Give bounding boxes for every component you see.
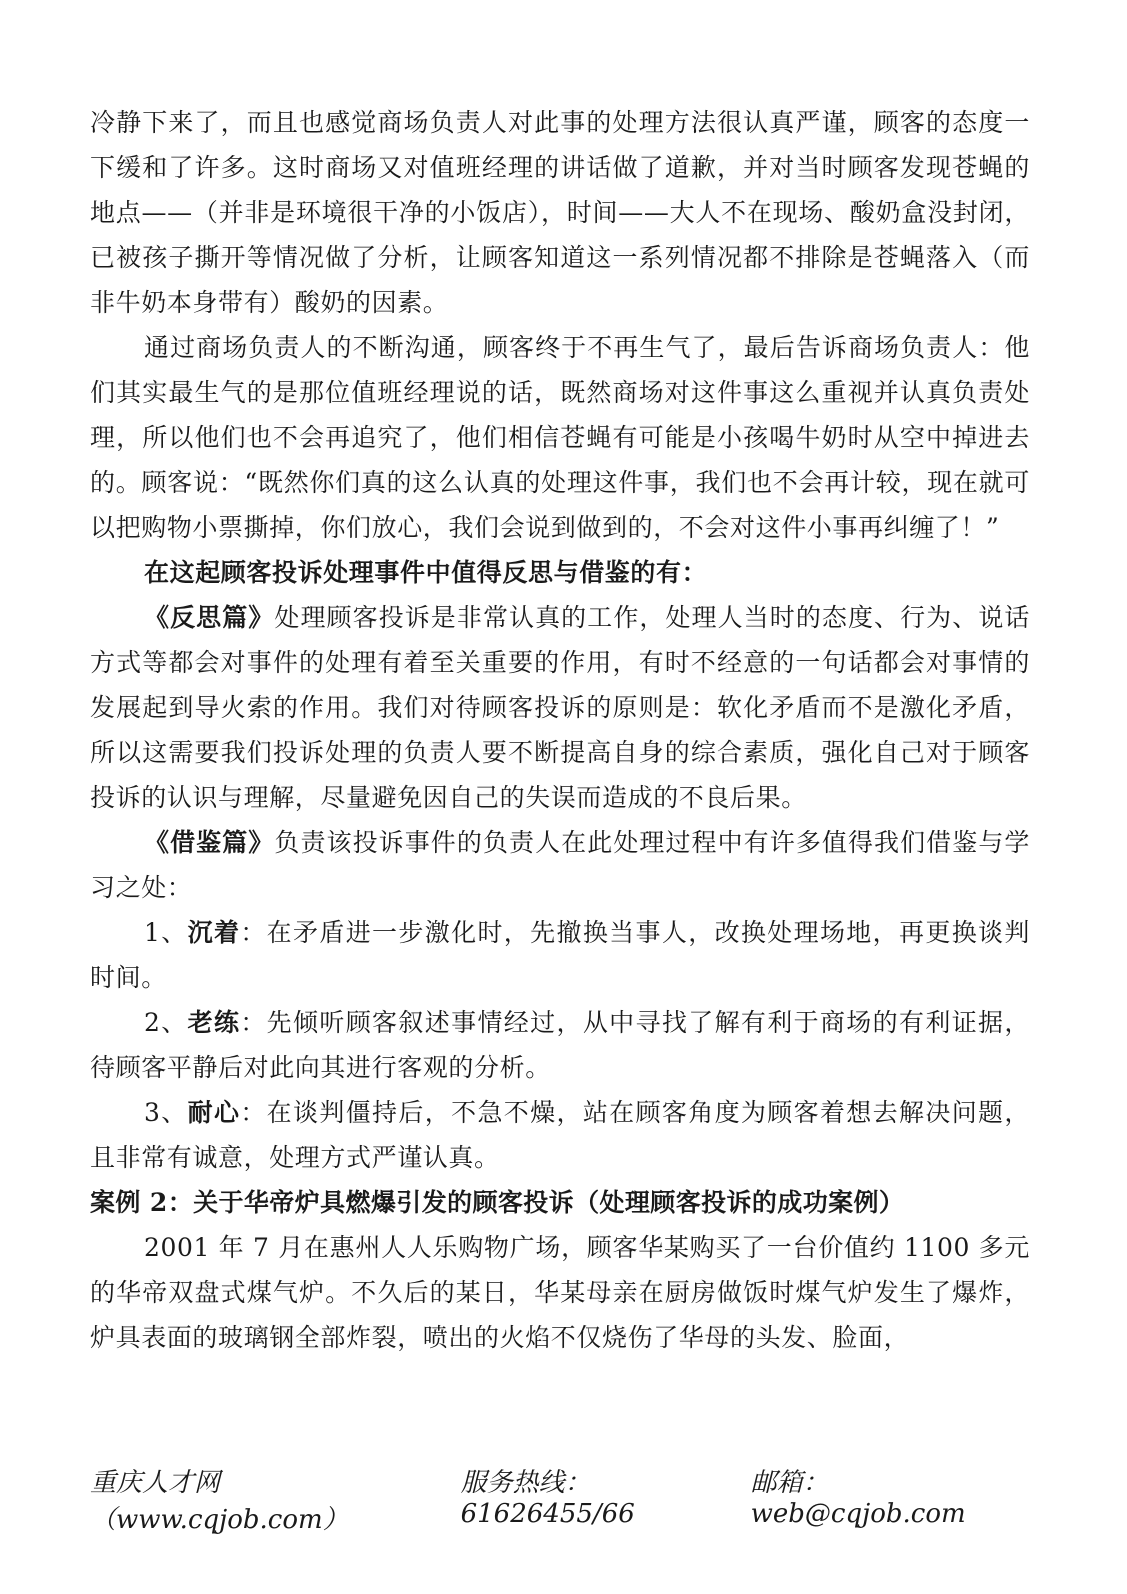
- item-number: 2、: [144, 1008, 188, 1037]
- case-title: 案例 2：关于华帝炉具燃爆引发的顾客投诉（处理顾客投诉的成功案例）: [90, 1188, 905, 1217]
- paragraph-communication: 通过商场负责人的不断沟通，顾客终于不再生气了，最后告诉商场负责人：他们其实最生气的是那位值班经理说的话，既然商场对这件事这么重视并认真负责处理，所以他们也不会再追究了，他们相信苍蝇有可能是小孩喝牛奶时从空中掉进去的。顾客说：“既然你们真的这么认真的处理这件事，我们也不会再计较，现在就可以把购物小票撕掉，你们放心，我们会说到做到的，不会对这件小事再纠缠了！”: [90, 333, 1030, 542]
- footer-site: 重庆人才网（www.cqjob.com）: [90, 1468, 349, 1535]
- list-item: [90, 910, 1030, 1000]
- paragraph-case-story: 2001 年 7 月在惠州人人乐购物广场，顾客华某购买了一台价值约 1100 多元的华帝双盘式煤气炉。不久后的某日，华某母亲在厨房做饭时煤气炉发生了爆炸，炉具表面的玻璃钢全部炸裂，喷出的火焰不仅烧伤了华母的头发、脸面，: [90, 1233, 1030, 1352]
- reflection-text: 处理顾客投诉是非常认真的工作，处理人当时的态度、行为、说话方式等都会对事件的处理有着至关重要的作用，有时不经意的一句话都会对事情的发展起到导火索的作用。我们对待顾客投诉的原则是：软化矛盾而不是激化矛盾，所以这需要我们投诉处理的负责人要不断提高自身的综合素质，强化自己对于顾客投诉的认识与理解，尽量避免因自己的失误而造成的不良后果。: [90, 603, 1030, 812]
- item-text: ：先倾听顾客叙述事情经过，从中寻找了解有利于商场的有利证据，待顾客平静后对此向其进行客观的分析。: [90, 1008, 1030, 1082]
- list-item: [90, 1000, 1030, 1090]
- item-text: ：在矛盾进一步激化时，先撤换当事人，改换处理场地，再更换谈判时间。: [90, 918, 1030, 992]
- paragraph-learning: [90, 820, 1030, 910]
- page-footer: [90, 1462, 1030, 1536]
- item-number: 1、: [144, 918, 188, 947]
- footer-email: 邮箱：web@cqjob.com: [750, 1468, 966, 1529]
- learning-text: 负责该投诉事件的负责人在此处理过程中有许多值得我们借鉴与学习之处：: [90, 828, 1030, 902]
- item-text: ：在谈判僵持后，不急不燥，站在顾客角度为顾客着想去解决问题，且非常有诚意，处理方式严谨认真。: [90, 1098, 1030, 1172]
- item-label: 老练: [187, 1008, 241, 1037]
- document-body: [90, 100, 1030, 1360]
- item-number: 3、: [144, 1098, 188, 1127]
- paragraph-reflection: [90, 595, 1030, 820]
- learning-label: 《借鉴篇》: [144, 828, 275, 857]
- paragraph-continuation: 冷静下来了，而且也感觉商场负责人对此事的处理方法很认真严谨，顾客的态度一下缓和了许多。这时商场又对值班经理的讲话做了道歉，并对当时顾客发现苍蝇的地点——（并非是环境很干净的小饭店），时间——大人不在现场、酸奶盒没封闭，已被孩子撕开等情况做了分析，让顾客知道这一系列情况都不排除是苍蝇落入（而非牛奶本身带有）酸奶的因素。: [90, 108, 1030, 317]
- reflection-label: 《反思篇》: [144, 603, 275, 632]
- item-label: 沉着: [187, 918, 241, 947]
- section-heading: 在这起顾客投诉处理事件中值得反思与借鉴的有：: [144, 558, 708, 587]
- footer-hotline: 服务热线：61626455/66: [460, 1468, 635, 1529]
- list-item: [90, 1090, 1030, 1180]
- item-label: 耐心: [187, 1098, 241, 1127]
